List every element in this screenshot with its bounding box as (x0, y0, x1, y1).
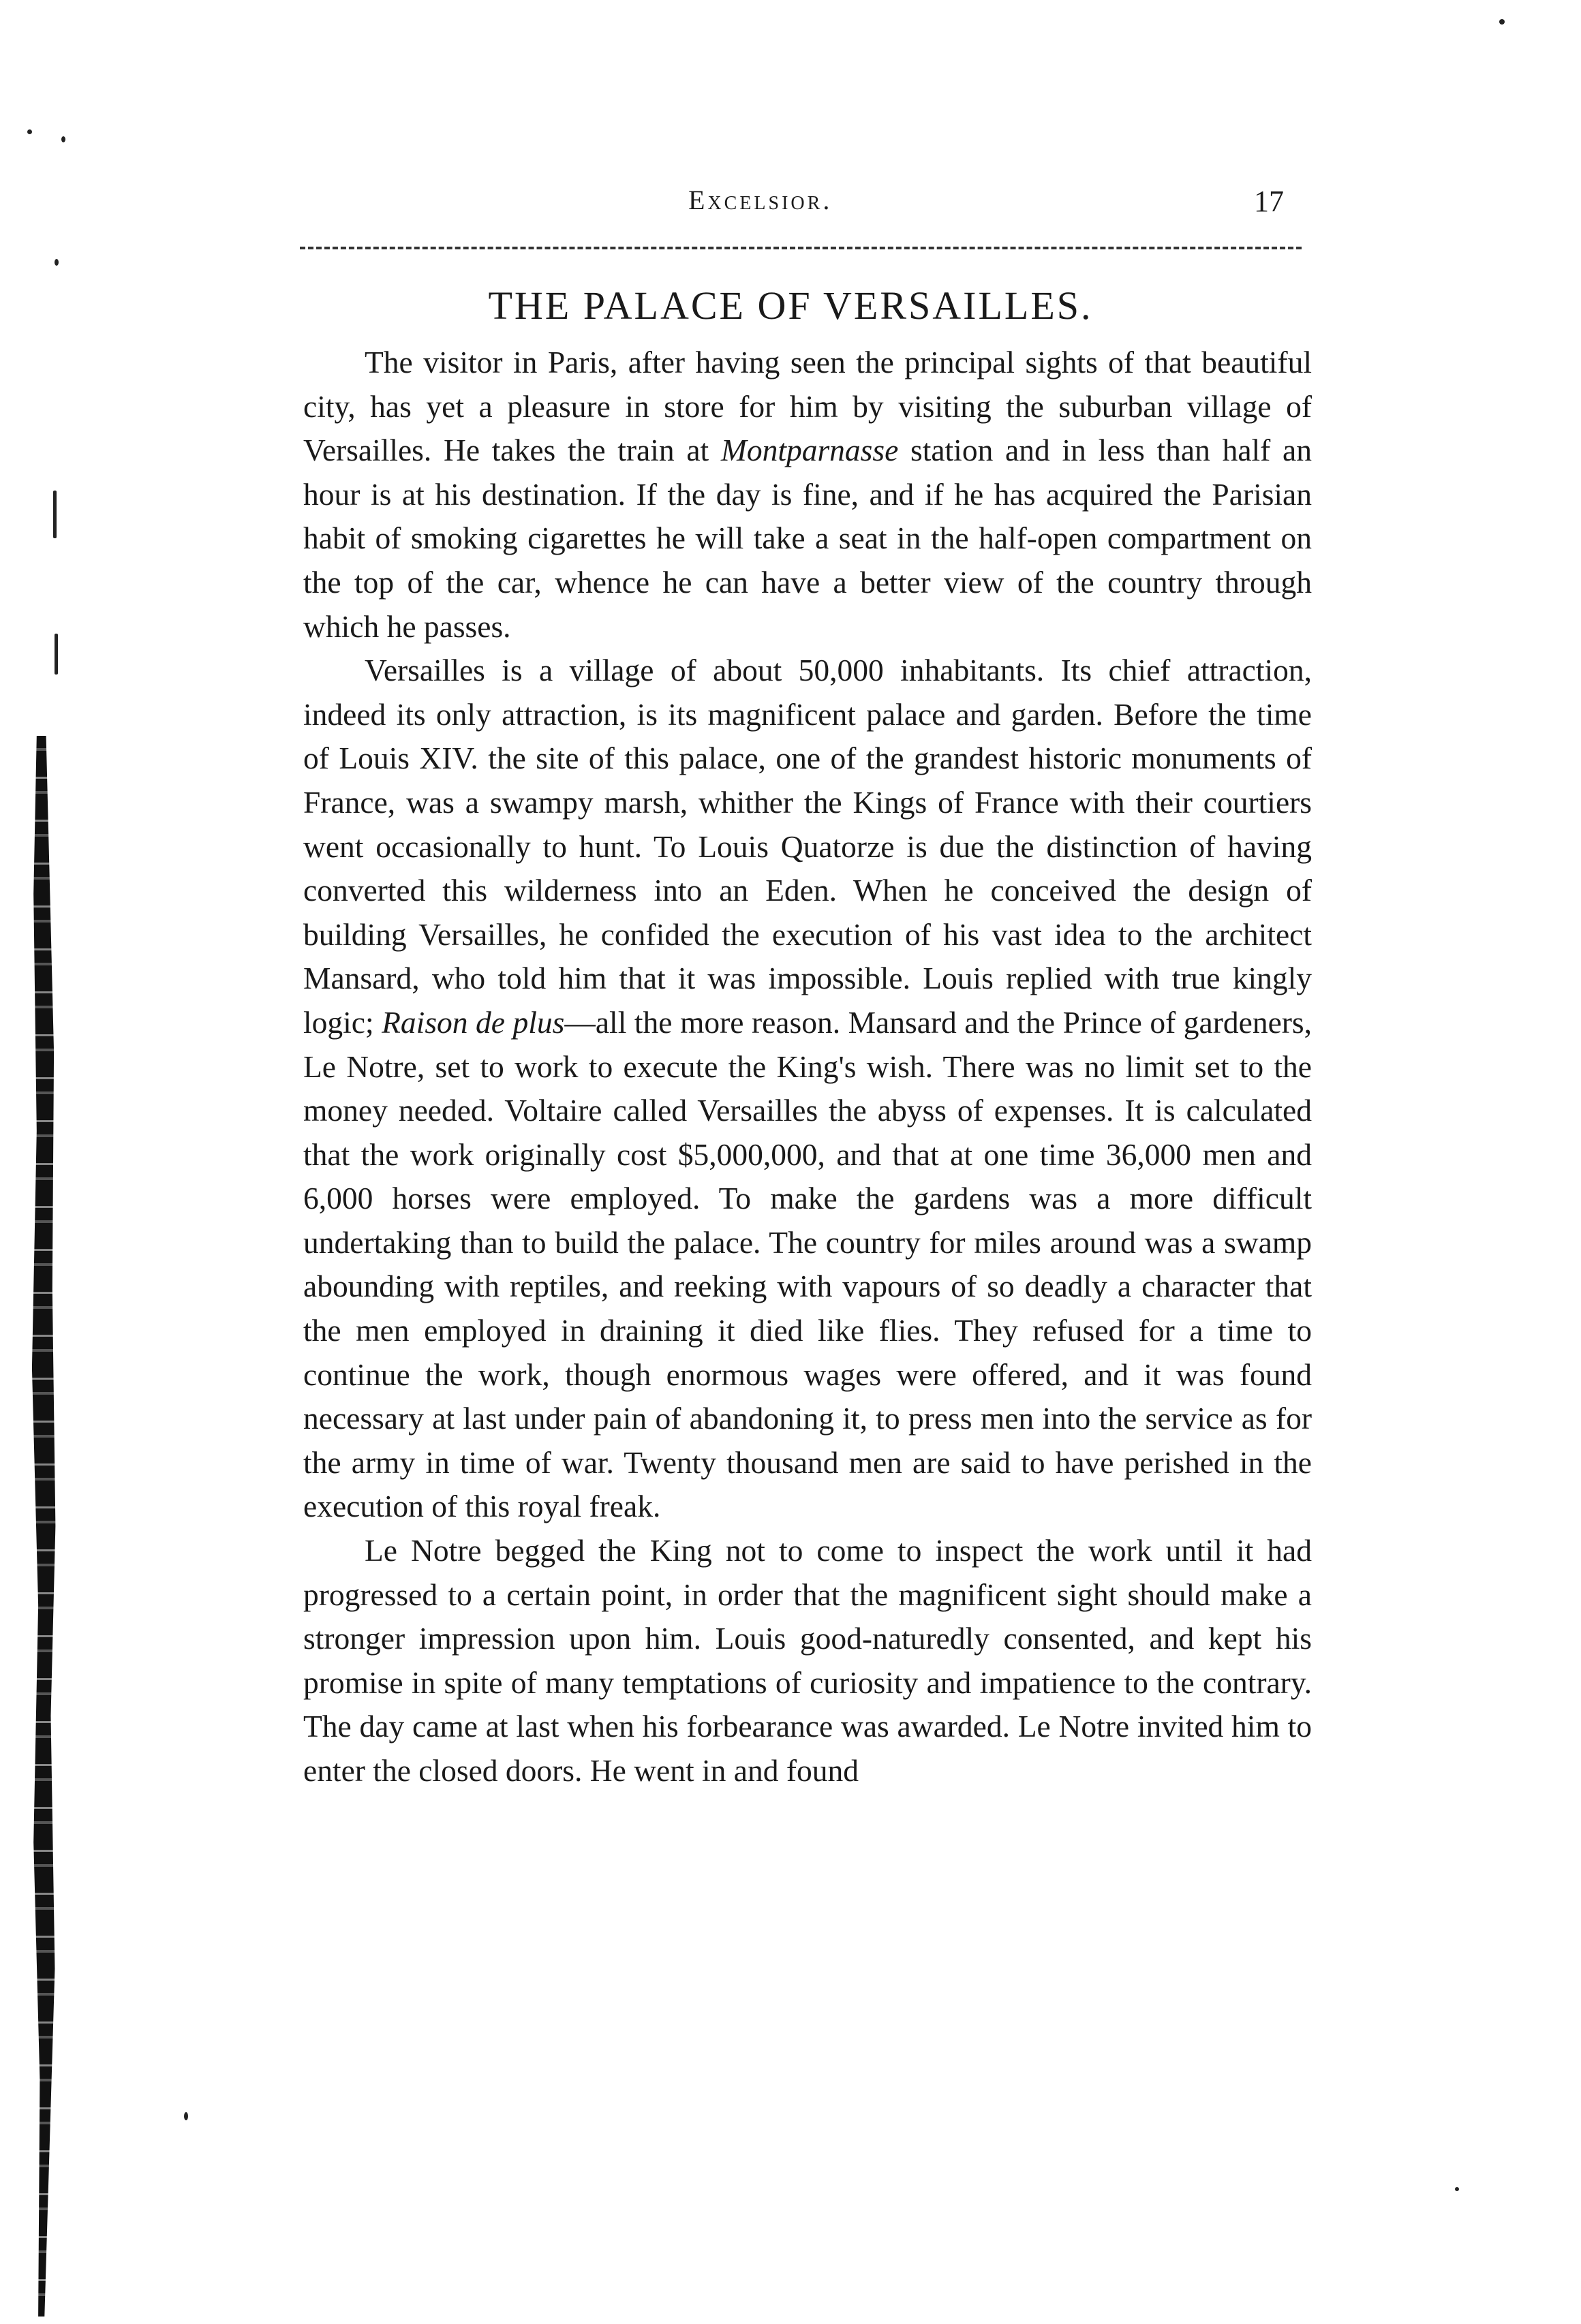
paragraph-2 (303, 649, 1312, 1529)
paragraph-2-italic: Raison de plus (382, 1004, 565, 1040)
running-head (0, 184, 1581, 225)
article-title: THE PALACE OF VERSAILLES. (488, 283, 1093, 328)
paragraph-2-text-b: —all the more reason. Mansard and the Prince of gardeners, Le Notre, set to work to execute the King's wish. There was no limit set to the money needed. Voltaire called Versailles the abyss of expenses. It is calculated that the work originally cost $5,000,000, and that at one time 36,000 men and 6,000 horses were employed. To make the gardens was a more difficult undertaking than to build the palace. The country for miles around was a swamp abounding with reptiles, and reeking with vapours of so deadly a character that the men employed in draining it died like flies. They refused for a time to continue the work, though enormous wages were offered, and it was found necessary at last under pain of abandoning it, to press men into the service as for the army in time of war. Twenty thousand men are said to have perished in the execution of this royal freak. (303, 1004, 1313, 1524)
paragraph-1-text-a: The visitor in Paris, after having seen the principal sights of that beautiful city, has yet a pleasure in store for him by visiting the suburban village of Versailles. He takes the train at (303, 345, 1312, 468)
header-rule (300, 247, 1302, 249)
scan-speck (184, 2112, 188, 2120)
scan-speck (61, 136, 65, 142)
paragraph-1-italic: Montparnasse (720, 433, 899, 468)
scan-speck (27, 129, 32, 134)
scan-speck (55, 259, 59, 266)
binding-shadow (27, 736, 59, 2317)
paragraph-2-text-a: Versailles is a village of about 50,000 inhabitants. Its chief attraction, indeed its only attraction, is its magnificent palace and garden. Before the time of Louis XIV. the site of this palace, one of the grandest historic monuments of France, was a swampy marsh, whither the Kings of France with their courtiers went occasionally to hunt. To Louis Quatorze is due the distinction of having converted this wilderness into an Eden. When he conceived the design of building Versailles, he confided the execution of his vast idea to the architect Mansard, who told him that it was impossible. Louis replied with true kingly logic; (303, 653, 1312, 1040)
scan-speck (53, 491, 57, 538)
paragraph-1 (303, 341, 1312, 649)
article-body (303, 341, 1312, 1793)
scan-speck (1499, 19, 1505, 25)
page-number: 17 (1254, 185, 1284, 218)
running-title: Excelsior. (688, 185, 833, 215)
paragraph-1-text-b: station and in less than half an hour is at his destination. If the day is fine, and if he has acquired the Parisian habit of smoking cigarettes he will take a seat in the half-open compartment on the top of the car, whence he can have a better view of the country through which he passes. (303, 433, 1312, 644)
scan-speck (1455, 2187, 1459, 2191)
paragraph-3: Le Notre begged the King not to come to inspect the work until it had progressed to a certain point, in order that the magnificent sight should make a stronger impression upon him. Louis good-naturedly consented, and kept his promise in spite of many temptations of curiosity and impatience to the contrary. The day came at last when his forbearance was awarded. Le Notre invited him to enter the closed doors. He went in and found (303, 1533, 1312, 1788)
scan-speck (55, 634, 58, 675)
